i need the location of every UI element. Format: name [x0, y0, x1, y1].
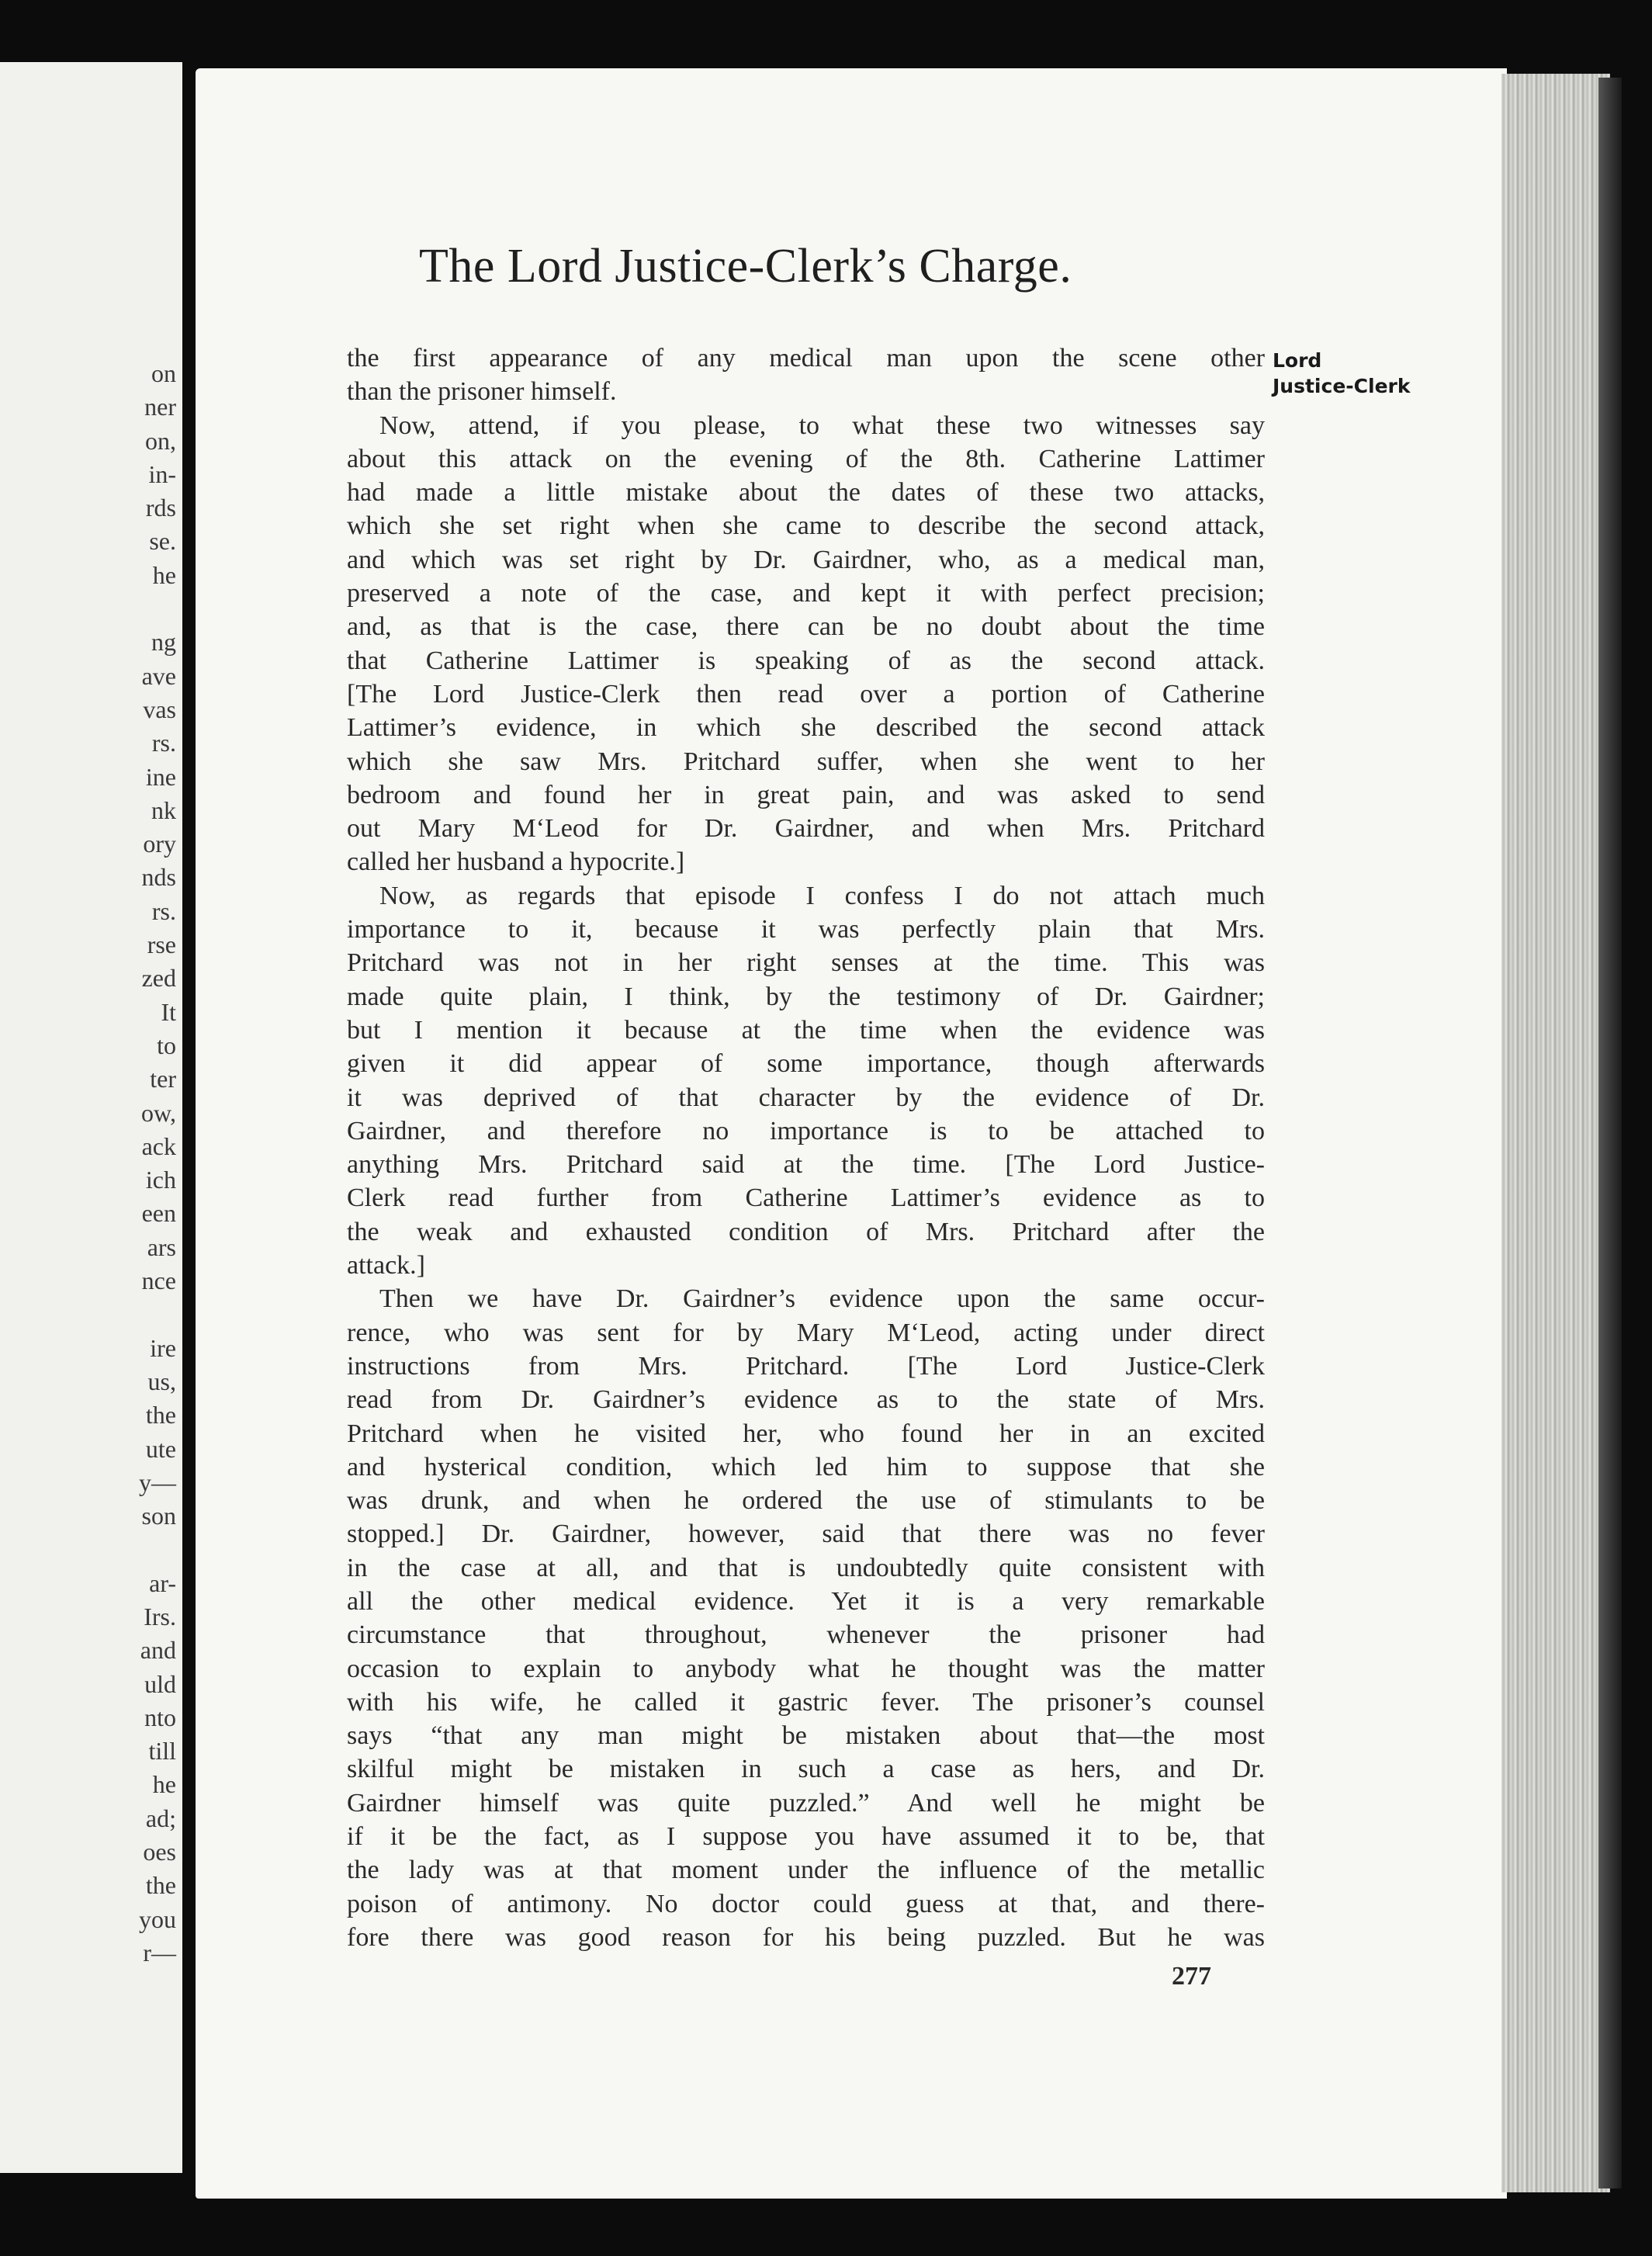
- left-page-fragment: nto: [144, 1703, 176, 1731]
- left-page-fragment: you: [139, 1904, 176, 1933]
- text-line: with his wife, he called it gastric fever. The prisoner’s counsel: [347, 1687, 1265, 1717]
- left-page-fragment: ute: [145, 1434, 176, 1463]
- left-page-fragment: and: [140, 1636, 176, 1665]
- text-line: Pritchard when he visited her, who found her in an excited: [347, 1419, 1265, 1448]
- text-line: which she set right when she came to describe the second attack,: [347, 511, 1265, 541]
- text-line: than the prisoner himself.: [347, 377, 617, 407]
- text-line: Now, as regards that episode I confess I do not attach much: [379, 881, 1265, 910]
- text-line: Lattimer’s evidence, in which she described the second attack: [347, 713, 1265, 743]
- left-page-fragment: ner: [144, 393, 176, 421]
- margin-note: [1273, 348, 1410, 399]
- left-page-fragment: [5, 1533, 176, 1566]
- text-line: made quite plain, I think, by the testimony of Dr. Gairdner;: [347, 982, 1265, 1011]
- text-line: Clerk read further from Catherine Lattimer’s evidence as to: [347, 1183, 1265, 1213]
- left-page-fragment: nk: [151, 795, 176, 824]
- left-page-fragment: ire: [150, 1333, 176, 1362]
- left-page-fragment: ine: [145, 762, 176, 791]
- text-line: and which was set right by Dr. Gairdner, who, as a medical man,: [347, 545, 1265, 574]
- left-page-fragment: rs.: [151, 896, 176, 925]
- left-page-fragment: he: [152, 1770, 176, 1799]
- text-line: skilful might be mistaken in such a case as hers, and Dr.: [347, 1755, 1265, 1784]
- text-line: it was deprived of that character by the evidence of Dr.: [347, 1083, 1265, 1112]
- text-line: says “that any man might be mistaken about that—the most: [347, 1721, 1265, 1751]
- left-page-fragment: ack: [141, 1131, 176, 1160]
- margin-note-line-2: Justice-Clerk: [1273, 375, 1411, 397]
- left-page-fragment: the: [145, 1401, 176, 1429]
- text-line: all the other medical evidence. Yet it is a very remarkable: [347, 1586, 1265, 1616]
- text-line: Now, attend, if you please, to what these two witnesses say: [379, 411, 1265, 440]
- text-line: Then we have Dr. Gairdner’s evidence upon the same occur-: [379, 1284, 1265, 1314]
- text-line: stopped.] Dr. Gairdner, however, said that there was no fever: [347, 1520, 1265, 1549]
- text-line: Gairdner, and therefore no importance is to be attached to: [347, 1116, 1265, 1145]
- left-page-fragment: rds: [145, 494, 176, 522]
- left-page-fragment: nce: [141, 1267, 176, 1295]
- left-page-fragment: he: [152, 560, 176, 589]
- text-line: given it did appear of some importance, though afterwards: [347, 1049, 1265, 1079]
- left-page-fragment: It: [161, 997, 176, 1026]
- left-page-fragment: ich: [145, 1166, 176, 1194]
- left-page-fragment: [5, 592, 176, 626]
- text-line: and hysterical condition, which led him to suppose that she: [347, 1452, 1265, 1481]
- left-page-fragment: the: [145, 1871, 176, 1900]
- left-page-fragment: on,: [145, 426, 176, 455]
- left-page-fragment: uld: [144, 1669, 176, 1698]
- left-page-fragment: vas: [143, 695, 176, 723]
- text-line: circumstance that throughout, whenever the prisoner had: [347, 1620, 1265, 1650]
- text-line: but I mention it because at the time when the evidence was: [347, 1015, 1265, 1045]
- left-page: [0, 62, 182, 2173]
- text-line: the first appearance of any medical man upon the scene other: [347, 344, 1265, 373]
- left-page-fragment: se.: [149, 527, 176, 556]
- text-line: poison of antimony. No doctor could guess at that, and there-: [347, 1889, 1265, 1918]
- left-page-fragment: [5, 1298, 176, 1331]
- left-page-fragment: on: [151, 359, 176, 387]
- left-page-fragment: to: [157, 1031, 176, 1059]
- left-page-fragment: r—: [143, 1938, 176, 1967]
- text-line: and, as that is the case, there can be no doubt about the time: [347, 612, 1265, 642]
- left-page-fragment: till: [148, 1737, 176, 1766]
- page-title: The Lord Justice-Clerk’s Charge.: [419, 240, 1072, 293]
- left-page-fragment: us,: [147, 1367, 176, 1395]
- text-line: was drunk, and when he ordered the use of stimulants to be: [347, 1486, 1265, 1516]
- page-edges: [1501, 74, 1610, 2192]
- text-line: anything Mrs. Pritchard said at the time. [The Lord Justice-: [347, 1150, 1265, 1180]
- text-line: read from Dr. Gairdner’s evidence as to the state of Mrs.: [347, 1385, 1265, 1415]
- left-page-fragment: Irs.: [144, 1602, 176, 1630]
- left-page-fragment: zed: [141, 964, 176, 993]
- left-page-fragment: ng: [151, 628, 176, 657]
- left-page-fragments: [5, 357, 176, 1970]
- text-line: bedroom and found her in great pain, and was asked to send: [347, 780, 1265, 809]
- left-page-fragment: een: [141, 1199, 176, 1228]
- left-page-fragment: ory: [143, 830, 176, 858]
- text-line: that Catherine Lattimer is speaking of as the second attack.: [347, 646, 1265, 675]
- page-number: 277: [1172, 1962, 1211, 1991]
- text-line: instructions from Mrs. Pritchard. [The Lord Justice-Clerk: [347, 1351, 1265, 1381]
- left-page-fragment: ad;: [145, 1804, 176, 1832]
- text-line: out Mary M‘Leod for Dr. Gairdner, and when Mrs. Pritchard: [347, 814, 1265, 844]
- left-page-fragment: ars: [147, 1232, 176, 1261]
- text-line: Pritchard was not in her right senses at the time. This was: [347, 948, 1265, 978]
- left-page-fragment: ave: [141, 661, 176, 690]
- left-page-fragment: rs.: [151, 729, 176, 757]
- body-text: [347, 341, 1265, 1954]
- text-line: preserved a note of the case, and kept it with perfect precision;: [347, 579, 1265, 608]
- text-line: importance to it, because it was perfectly plain that Mrs.: [347, 915, 1265, 944]
- text-line: occasion to explain to anybody what he thought was the matter: [347, 1654, 1265, 1683]
- text-line: which she saw Mrs. Pritchard suffer, when she went to her: [347, 747, 1265, 776]
- left-page-fragment: ow,: [140, 1098, 176, 1127]
- left-page-fragment: in-: [148, 459, 176, 488]
- left-page-fragment: rse: [147, 930, 176, 959]
- text-line: Gairdner himself was quite puzzled.” And well he might be: [347, 1788, 1265, 1818]
- text-line: fore there was good reason for his being puzzled. But he was: [347, 1922, 1265, 1952]
- text-line: rence, who was sent for by Mary M‘Leod, acting under direct: [347, 1318, 1265, 1347]
- margin-note-line-1: Lord: [1273, 349, 1322, 372]
- text-line: had made a little mistake about the dates of these two attacks,: [347, 478, 1265, 508]
- left-page-fragment: oes: [143, 1838, 176, 1866]
- text-line: attack.]: [347, 1251, 425, 1280]
- text-line: in the case at all, and that is undoubtedly quite consistent with: [347, 1553, 1265, 1582]
- text-line: the weak and exhausted condition of Mrs. Pritchard after the: [347, 1217, 1265, 1246]
- text-line: the lady was at that moment under the influence of the metallic: [347, 1856, 1265, 1885]
- left-page-fragment: ter: [150, 1065, 176, 1093]
- left-page-fragment: son: [141, 1502, 176, 1530]
- text-line: called her husband a hypocrite.]: [347, 847, 685, 877]
- text-line: if it be the fact, as I suppose you have assumed it to be, that: [347, 1822, 1265, 1852]
- left-page-fragment: y—: [139, 1468, 176, 1496]
- left-page-fragment: ar-: [149, 1568, 176, 1597]
- text-line: [The Lord Justice-Clerk then read over a portion of Catherine: [347, 679, 1265, 709]
- left-page-fragment: nds: [141, 863, 176, 892]
- text-line: about this attack on the evening of the 8th. Catherine Lattimer: [347, 444, 1265, 473]
- book-spine-shadow: [1598, 78, 1622, 2188]
